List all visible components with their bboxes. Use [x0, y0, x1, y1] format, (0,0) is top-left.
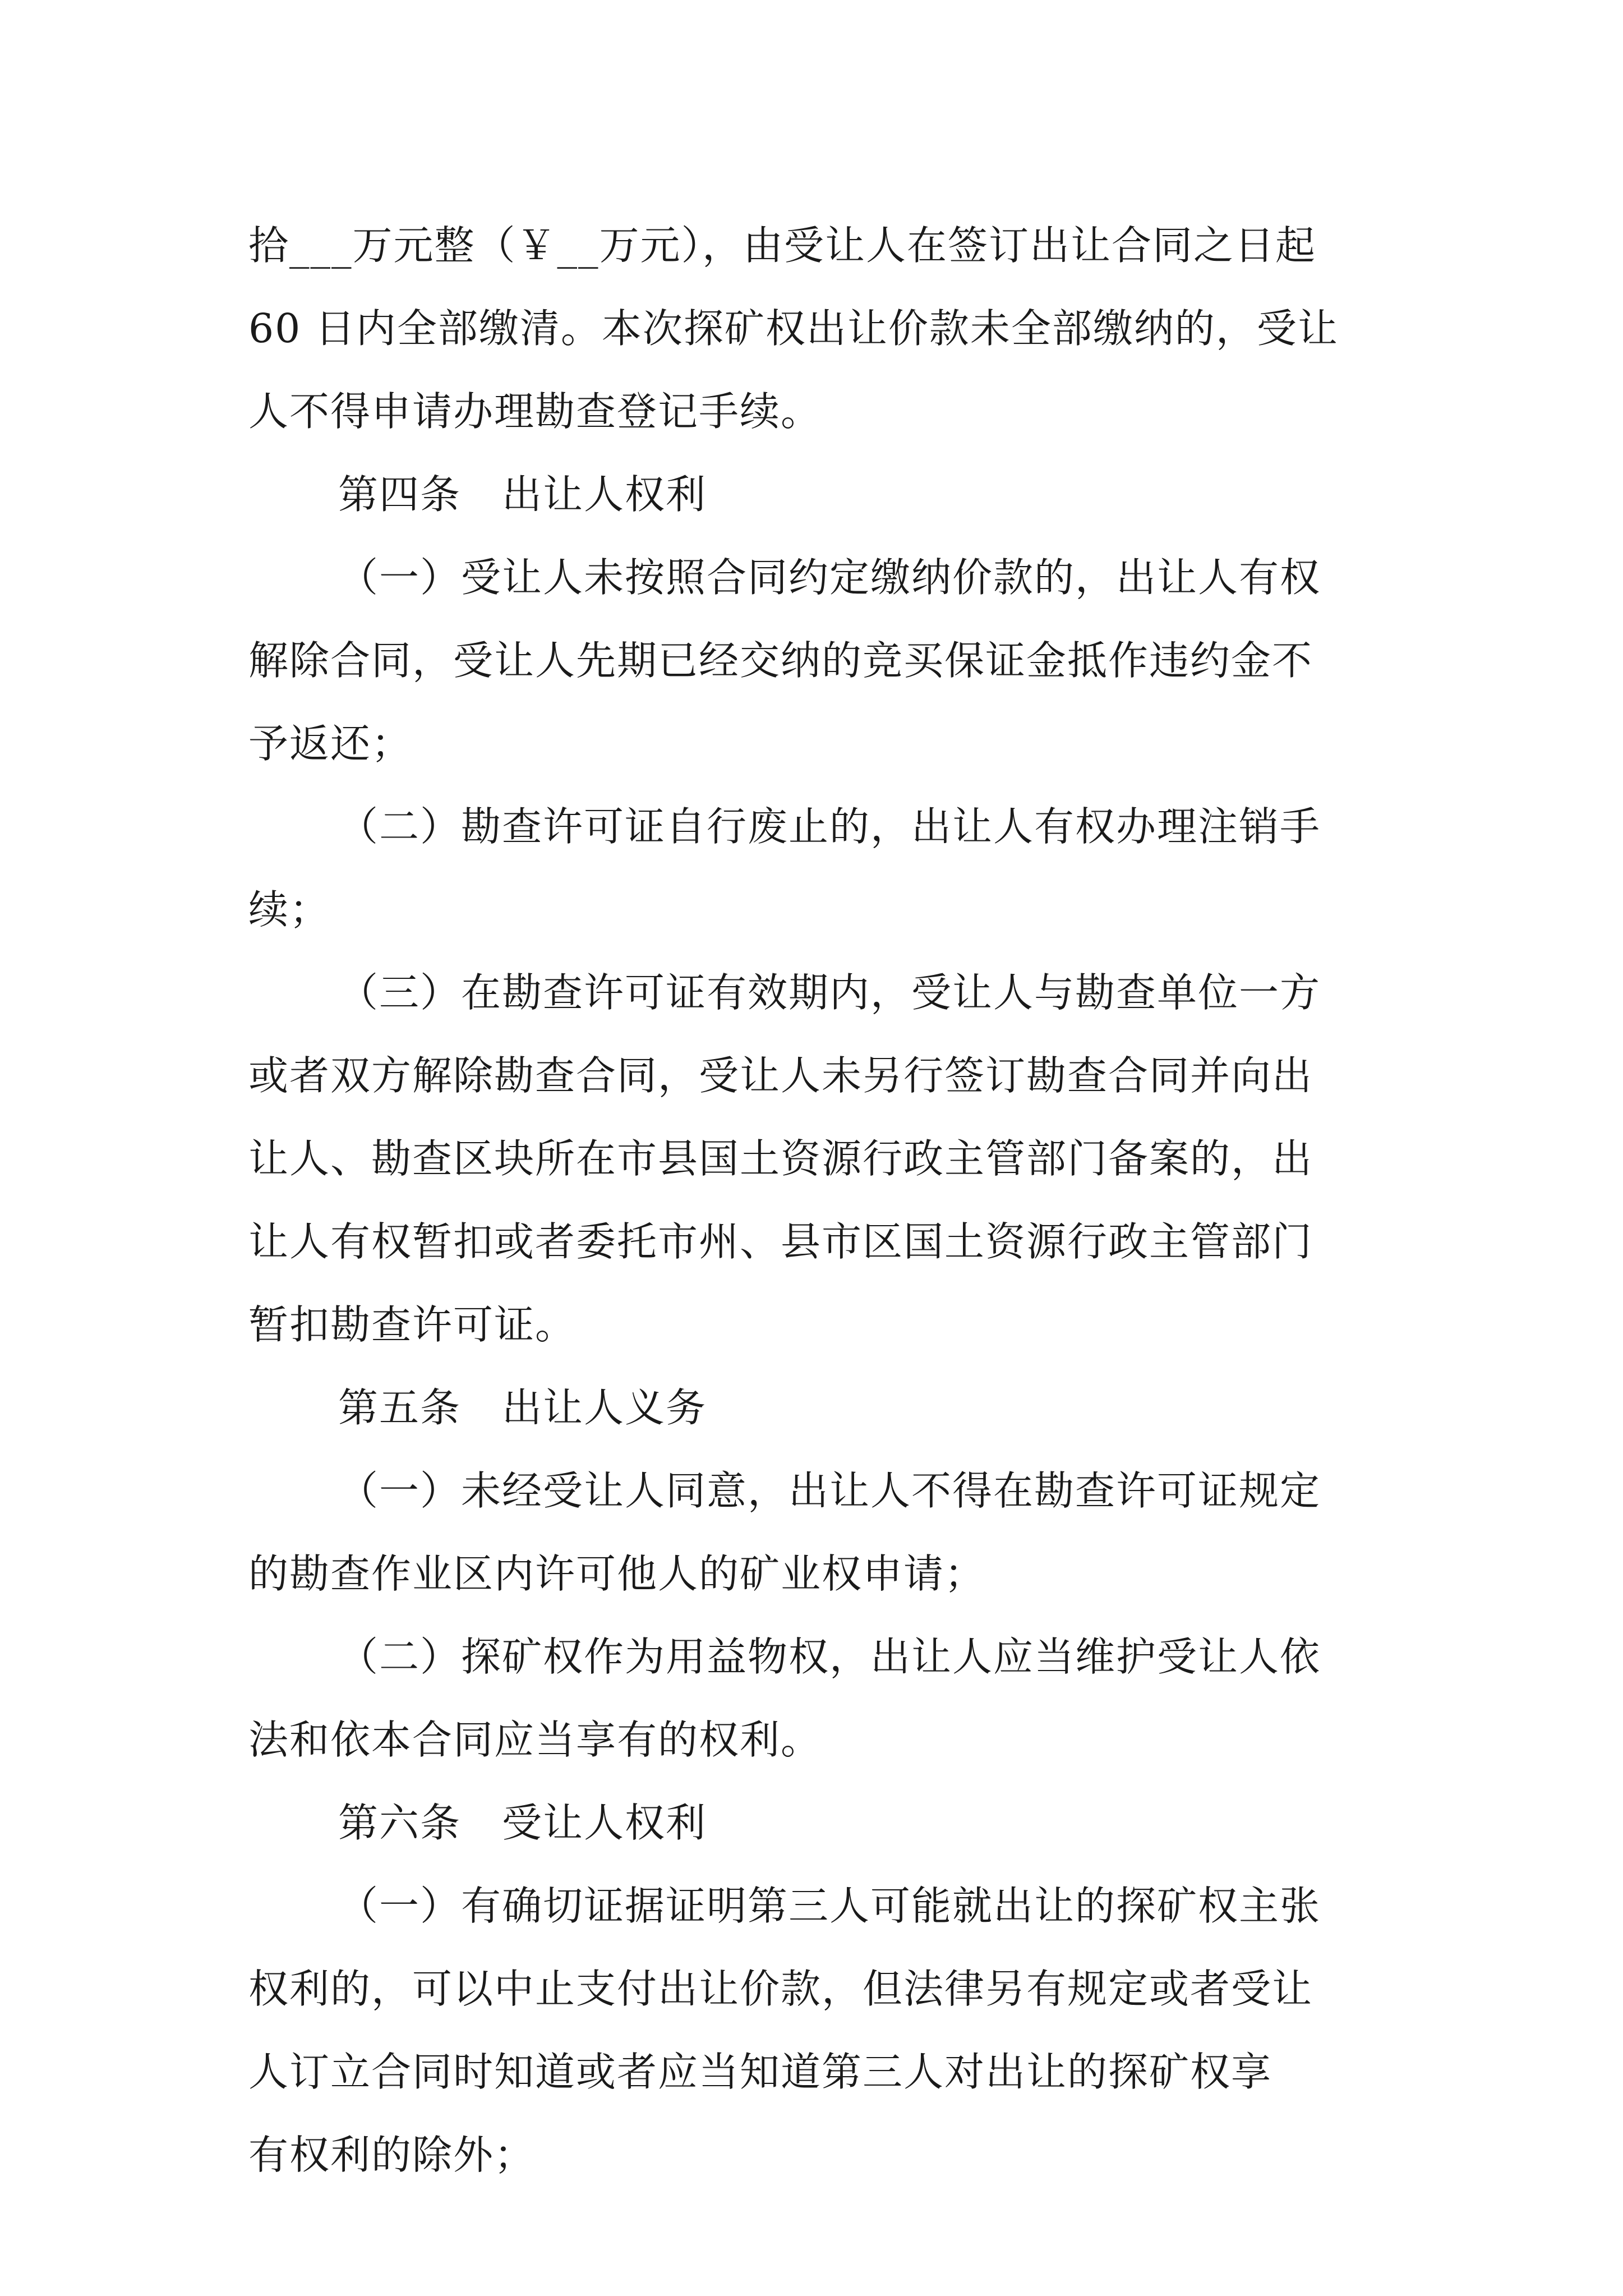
body-text-line: 法和依本合同应当享有的权利。	[248, 1717, 822, 1763]
body-text-line: 或者双方解除勘查合同，受让人未另行签订勘查合同并向出	[248, 1052, 1313, 1099]
article-heading: 第六条 受让人权利	[338, 1800, 707, 1846]
article-heading: 第四条 出让人权利	[338, 471, 707, 518]
clause-text-line: （一）受让人未按照合同约定缴纳价款的，出让人有权	[338, 554, 1321, 601]
body-text-line: 暂扣勘查许可证。	[248, 1301, 577, 1348]
body-text-line: 的勘查作业区内许可他人的矿业权申请；	[248, 1550, 986, 1597]
body-text-line: 人不得申请办理勘查登记手续。	[248, 388, 822, 435]
clause-text-line: （一）未经受让人同意，出让人不得在勘查许可证规定	[338, 1467, 1321, 1514]
article-heading: 第五条 出让人义务	[338, 1384, 707, 1431]
clause-text-line: （一）有确切证据证明第三人可能就出让的探矿权主张	[338, 1883, 1321, 1929]
body-text-line: 人订立合同时知道或者应当知道第三人对出让的探矿权享	[248, 2049, 1272, 2095]
body-text-line: 权利的，可以中止支付出让价款，但法律另有规定或者受让	[248, 1966, 1313, 2012]
clause-text-line: （二）探矿权作为用益物权，出让人应当维护受让人依	[338, 1634, 1321, 1680]
clause-text-line: （三）在勘查许可证有效期内，受让人与勘查单位一方	[338, 969, 1321, 1016]
body-text-line: 解除合同，受让人先期已经交纳的竞买保证金抵作违约金不	[248, 637, 1313, 684]
body-text-line: 予返还；	[248, 720, 413, 767]
body-text-line: 有权利的除外；	[248, 2132, 536, 2178]
body-text-line: 让人、勘查区块所在市县国土资源行政主管部门备案的，出	[248, 1135, 1313, 1182]
body-text-line: 60 日内全部缴清。本次探矿权出让价款未全部缴纳的，受让	[248, 305, 1339, 352]
body-text-line: 让人有权暂扣或者委托市州、县市区国土资源行政主管部门	[248, 1218, 1313, 1265]
body-text-line: 续；	[248, 886, 331, 933]
clause-text-line: （二）勘查许可证自行废止的，出让人有权办理注销手	[338, 803, 1321, 850]
body-text-line: 拾___万元整（￥__万元），由受让人在签订出让合同之日起	[248, 222, 1317, 269]
